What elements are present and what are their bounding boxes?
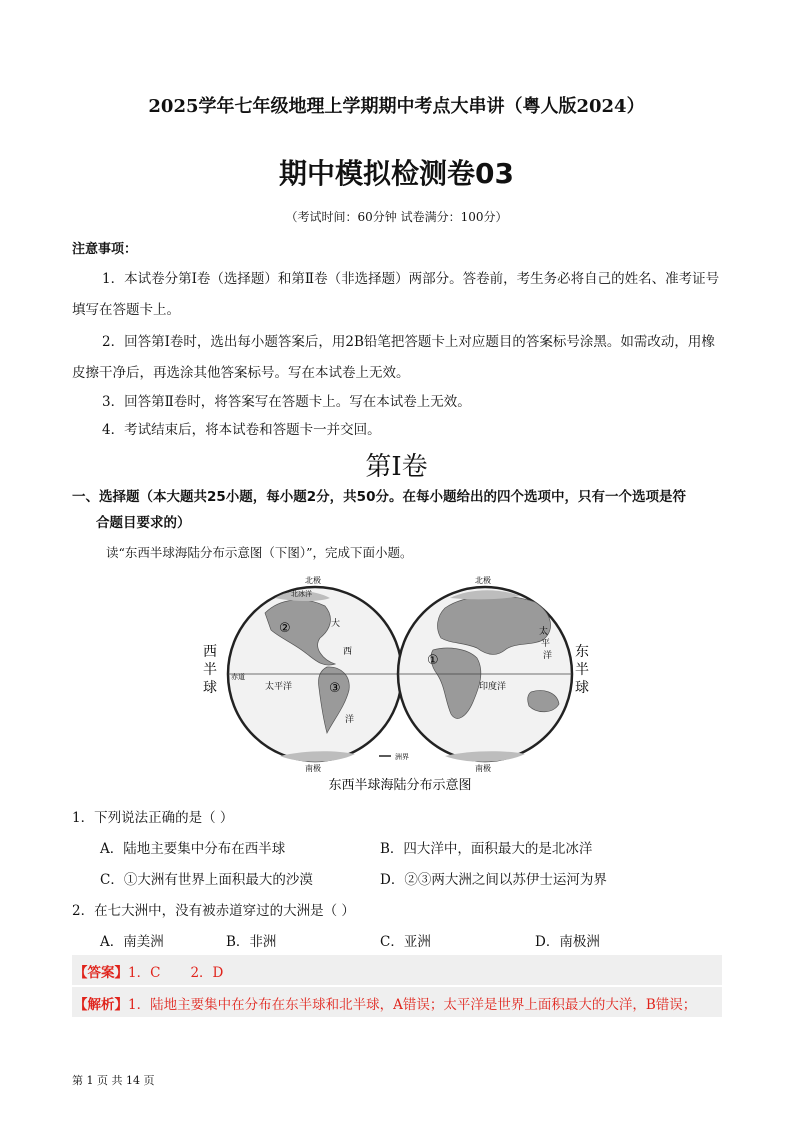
- series-title: 2025学年七年级地理上学期期中考点大串讲（粤人版2024）: [148, 96, 645, 117]
- map-west-label-2: 半: [203, 662, 217, 678]
- notice-item-3: 3．回答第Ⅱ卷时，将答案写在答题卡上。写在本试卷上无效。: [102, 394, 471, 410]
- map-north-pole-west: 北极: [305, 576, 321, 585]
- question-1-option-c: C．①大洲有世界上面积最大的沙漠: [100, 872, 313, 888]
- page-footer: 第 1 页 共 14 页: [72, 1074, 155, 1087]
- map-south-pole-west: 南极: [305, 764, 321, 773]
- map-east-label-1: 东: [575, 644, 589, 660]
- map-west-atlantic-3: 洋: [345, 715, 355, 725]
- answer-box: [72, 955, 722, 985]
- question-2-option-b: B．非洲: [226, 934, 277, 950]
- map-indian: 印度洋: [479, 682, 507, 692]
- section-line-1: 一、选择题（本大题共25小题，每小题2分，共50分。在每小题给出的四个选项中，只有一个选项是符: [72, 489, 686, 505]
- section-line-2: 合题目要求的）: [96, 515, 191, 531]
- map-arctic: 北冰洋: [291, 590, 312, 598]
- map-legend: 洲界: [395, 753, 409, 761]
- analysis-box: [72, 987, 722, 1017]
- question-1-option-a: A．陆地主要集中分布在西半球: [100, 841, 286, 857]
- map-east-label-2: 半: [575, 662, 589, 678]
- question-2-option-c: C．亚洲: [380, 934, 431, 950]
- analysis-text: 1．陆地主要集中在分布在东半球和北半球，A错误；太平洋是世界上面积最大的大洋，B错误；: [128, 997, 697, 1013]
- notice-item-2: 2．回答第Ⅰ卷时，选出每小题答案后，用2B铅笔把答题卡上对应题目的答案标号涂黑。如需改动，用橡皮擦干净后，再选涂其他答案标号。写在本试卷上无效。: [72, 334, 715, 381]
- map-mark-1: ①: [427, 653, 439, 668]
- question-1-option-b: B．四大洋中，面积最大的是北冰洋: [380, 841, 593, 857]
- map-south-pole-east: 南极: [475, 764, 491, 773]
- map-mark-2: ②: [279, 621, 291, 636]
- map-equator: 赤道: [231, 673, 245, 681]
- exam-title: 期中模拟检测卷03: [279, 157, 514, 190]
- volume-title: 第Ⅰ卷: [365, 452, 428, 482]
- map-east-pacific-2: 平: [541, 639, 551, 649]
- map-west-label-1: 西: [203, 644, 217, 660]
- map-west-label-3: 球: [203, 680, 217, 696]
- section-heading: [72, 484, 727, 536]
- answer-label: 【答案】: [74, 965, 128, 981]
- question-2-option-a: A．南美洲: [100, 934, 164, 950]
- exam-meta: （考试时间：60分钟 试卷满分：100分）: [285, 210, 508, 224]
- notice-item-4: 4．考试结束后，将本试卷和答题卡一并交回。: [102, 422, 381, 438]
- analysis-label: 【解析】: [74, 997, 128, 1013]
- question-1-stem: 1．下列说法正确的是（ ）: [72, 810, 234, 826]
- notice-item-1: 1．本试卷分第Ⅰ卷（选择题）和第Ⅱ卷（非选择题）两部分。答卷前，考生务必将自己的姓名、准考证号填写在答题卡上。: [72, 271, 720, 318]
- map-mark-3: ③: [329, 681, 341, 696]
- map-east-label-3: 球: [575, 680, 589, 696]
- east-hemisphere: [398, 575, 572, 773]
- map-caption: 东西半球海陆分布示意图: [328, 778, 472, 793]
- west-hemisphere: [228, 575, 402, 773]
- question-2-option-d: D．南极洲: [535, 934, 600, 950]
- map-north-pole-east: 北极: [475, 576, 491, 585]
- question-intro: 读“东西半球海陆分布示意图（下图）”，完成下面小题。: [106, 545, 413, 560]
- map-east-pacific-1: 太: [539, 627, 549, 637]
- map-east-pacific-3: 洋: [543, 651, 553, 661]
- notice-heading: 注意事项：: [72, 242, 138, 257]
- answer-text: 1．C 2．D: [128, 965, 224, 981]
- question-2-stem: 2．在七大洲中，没有被赤道穿过的大洲是（ ）: [72, 903, 355, 919]
- map-west-atlantic-2: 西: [343, 647, 353, 657]
- question-1-option-d: D．②③两大洲之间以苏伊士运河为界: [380, 872, 607, 888]
- map-west-atlantic-1: 大: [331, 619, 341, 629]
- hemisphere-map: [195, 568, 605, 796]
- map-pacific: 太平洋: [265, 682, 293, 692]
